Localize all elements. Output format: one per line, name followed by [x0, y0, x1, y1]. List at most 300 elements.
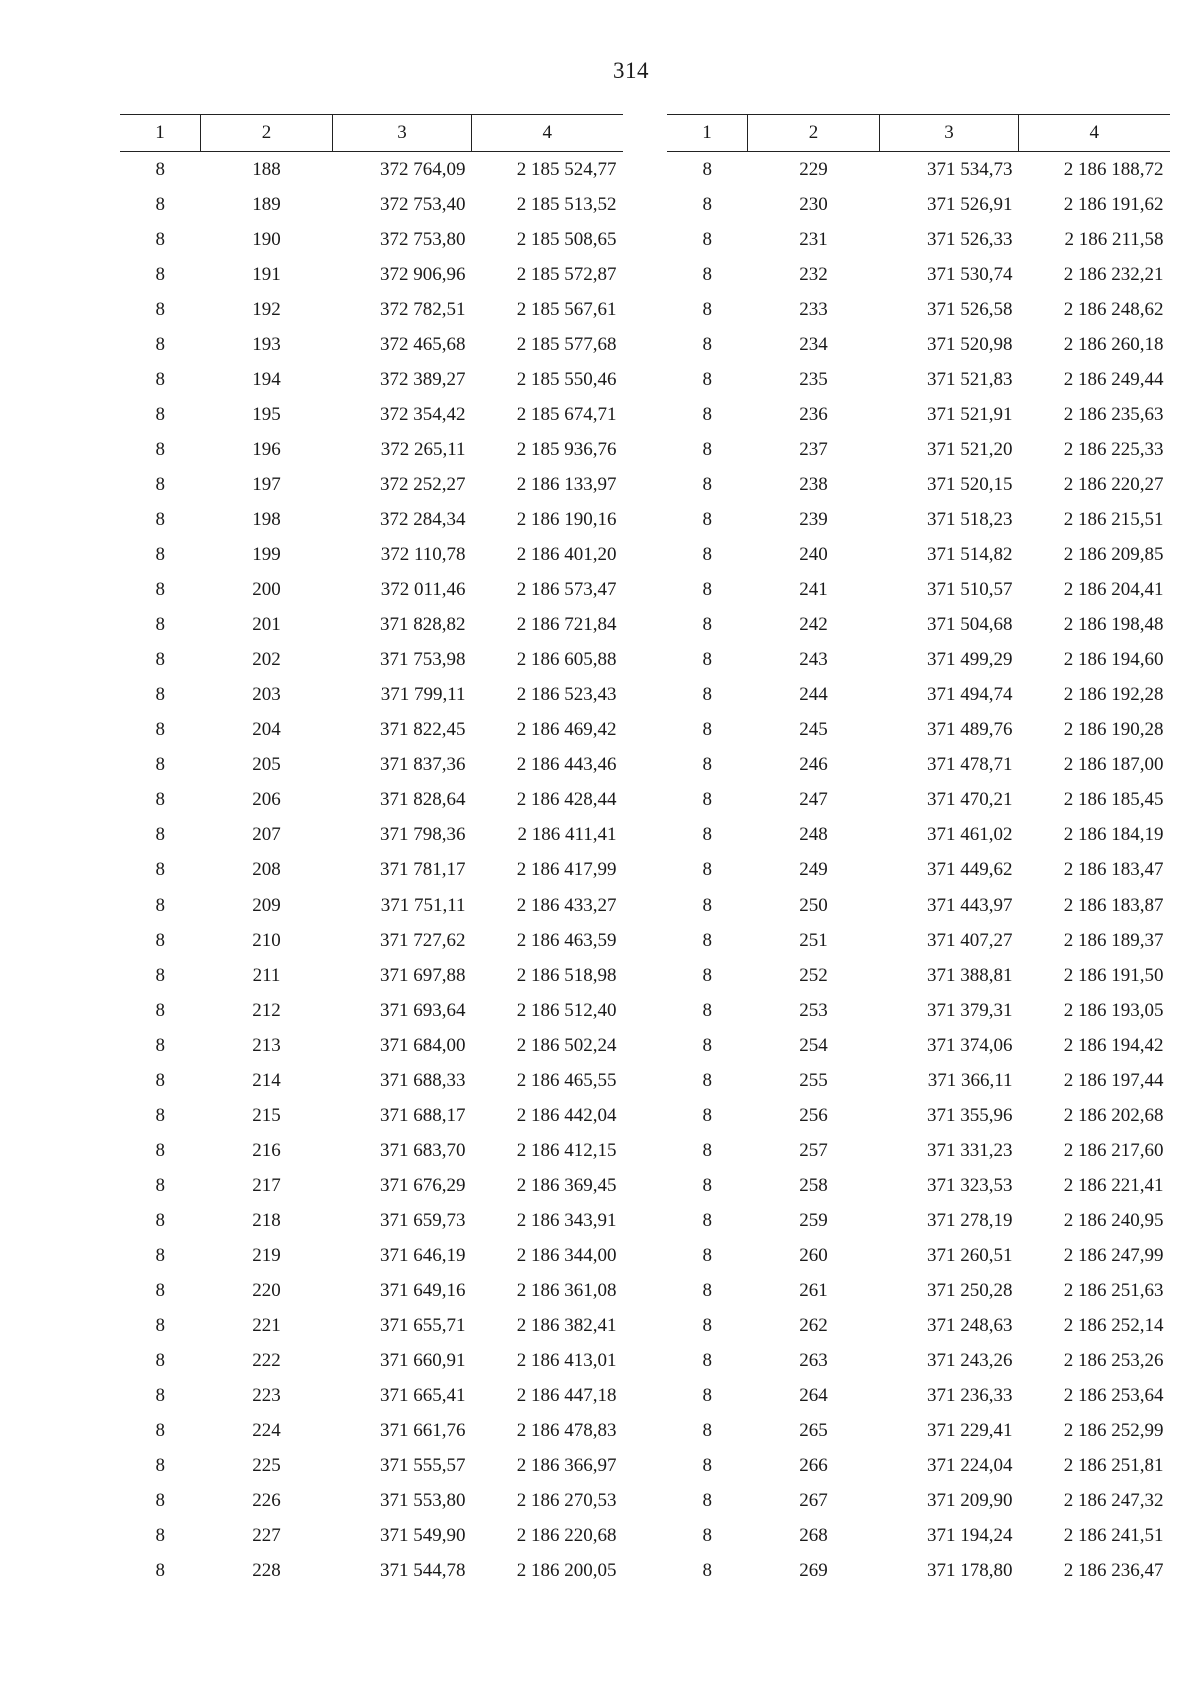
table-row: [667, 678, 1170, 713]
cell-y-coordinate: 2 185 572,87: [516, 263, 617, 285]
cell-x-coordinate: 371 194,24: [927, 1525, 1013, 1547]
cell-point-number: 263: [799, 1350, 828, 1372]
cell-zone: 8: [702, 1315, 712, 1337]
cell-y-coordinate: 2 186 382,41: [516, 1315, 617, 1337]
cell-zone: 8: [702, 1490, 712, 1512]
cell-zone: 8: [702, 1244, 712, 1266]
cell-point-number: 218: [252, 1209, 281, 1231]
cell-x-coordinate: 371 781,17: [380, 859, 466, 881]
cell-y-coordinate: 2 186 411,41: [517, 824, 617, 846]
table-row: [120, 1028, 623, 1063]
cell-point-number: 240: [799, 544, 828, 566]
cell-point-number: 199: [252, 544, 281, 566]
cell-zone: 8: [702, 1174, 712, 1196]
cell-zone: 8: [155, 544, 165, 566]
cell-x-coordinate: 371 727,62: [380, 929, 466, 951]
cell-point-number: 224: [252, 1420, 281, 1442]
cell-y-coordinate: 2 186 369,45: [516, 1174, 617, 1196]
cell-point-number: 230: [799, 193, 828, 215]
cell-x-coordinate: 371 697,88: [380, 964, 466, 986]
cell-y-coordinate: 2 186 241,51: [1063, 1525, 1164, 1547]
table-row: [667, 783, 1170, 818]
cell-y-coordinate: 2 186 183,87: [1063, 894, 1164, 916]
cell-point-number: 197: [252, 473, 281, 495]
cell-y-coordinate: 2 186 361,08: [516, 1280, 617, 1302]
cell-zone: 8: [155, 789, 165, 811]
cell-x-coordinate: 372 465,68: [380, 333, 466, 355]
cell-x-coordinate: 371 366,11: [927, 1069, 1013, 1091]
table-row: [120, 923, 623, 958]
cell-zone: 8: [702, 614, 712, 636]
cell-y-coordinate: 2 186 192,28: [1063, 684, 1164, 706]
cell-y-coordinate: 2 186 197,44: [1063, 1069, 1164, 1091]
cell-y-coordinate: 2 186 194,60: [1063, 649, 1164, 671]
table-row: [120, 958, 623, 993]
cell-zone: 8: [702, 719, 712, 741]
cell-zone: 8: [702, 193, 712, 215]
table-body-left: [120, 152, 623, 1589]
cell-point-number: 219: [252, 1244, 281, 1266]
cell-y-coordinate: 2 186 240,95: [1063, 1209, 1164, 1231]
cell-y-coordinate: 2 186 235,63: [1063, 403, 1164, 425]
table-row: [120, 573, 623, 608]
cell-y-coordinate: 2 186 412,15: [516, 1139, 617, 1161]
table-row: [120, 1309, 623, 1344]
cell-zone: 8: [702, 508, 712, 530]
cell-y-coordinate: 2 186 442,04: [516, 1104, 617, 1126]
table-row: [667, 222, 1170, 257]
cell-point-number: 203: [252, 684, 281, 706]
cell-point-number: 268: [799, 1525, 828, 1547]
cell-y-coordinate: 2 186 443,46: [516, 754, 617, 776]
cell-x-coordinate: 371 676,29: [380, 1174, 466, 1196]
table-header-row: [120, 115, 623, 152]
cell-x-coordinate: 371 504,68: [927, 614, 1013, 636]
cell-point-number: 195: [252, 403, 281, 425]
cell-zone: 8: [702, 579, 712, 601]
cell-y-coordinate: 2 186 502,24: [516, 1034, 617, 1056]
cell-zone: 8: [155, 1244, 165, 1266]
cell-x-coordinate: 371 374,06: [927, 1034, 1013, 1056]
cell-point-number: 266: [799, 1455, 828, 1477]
table-row: [120, 1098, 623, 1133]
cell-y-coordinate: 2 185 524,77: [516, 158, 617, 180]
table-row: [667, 818, 1170, 853]
table-row: [667, 538, 1170, 573]
table-row: [667, 643, 1170, 678]
table-row: [667, 1133, 1170, 1168]
cell-zone: 8: [702, 1350, 712, 1372]
cell-point-number: 206: [252, 789, 281, 811]
cell-y-coordinate: 2 186 202,68: [1063, 1104, 1164, 1126]
cell-zone: 8: [155, 824, 165, 846]
cell-point-number: 227: [252, 1525, 281, 1547]
cell-zone: 8: [702, 1034, 712, 1056]
cell-y-coordinate: 2 186 133,97: [516, 473, 617, 495]
cell-x-coordinate: 372 252,27: [380, 473, 466, 495]
cell-y-coordinate: 2 186 189,37: [1063, 929, 1164, 951]
cell-y-coordinate: 2 186 469,42: [516, 719, 617, 741]
cell-zone: 8: [155, 964, 165, 986]
cell-x-coordinate: 371 278,19: [927, 1209, 1013, 1231]
cell-point-number: 202: [252, 649, 281, 671]
table-row: [667, 432, 1170, 467]
cell-y-coordinate: 2 186 252,99: [1063, 1420, 1164, 1442]
cell-y-coordinate: 2 185 674,71: [516, 403, 617, 425]
table-row: [120, 643, 623, 678]
cell-zone: 8: [702, 649, 712, 671]
cell-point-number: 246: [799, 754, 828, 776]
cell-point-number: 237: [799, 438, 828, 460]
cell-x-coordinate: 371 449,62: [927, 859, 1013, 881]
table-row: [120, 502, 623, 537]
table-row: [667, 152, 1170, 188]
cell-x-coordinate: 372 265,11: [380, 438, 466, 460]
cell-y-coordinate: 2 186 184,19: [1063, 824, 1164, 846]
cell-zone: 8: [155, 579, 165, 601]
cell-zone: 8: [155, 1525, 165, 1547]
cell-y-coordinate: 2 186 343,91: [516, 1209, 617, 1231]
cell-point-number: 245: [799, 719, 828, 741]
cell-x-coordinate: 371 521,83: [927, 368, 1013, 390]
cell-point-number: 235: [799, 368, 828, 390]
cell-y-coordinate: 2 186 253,64: [1063, 1385, 1164, 1407]
cell-x-coordinate: 371 693,64: [380, 999, 466, 1021]
cell-x-coordinate: 371 753,98: [380, 649, 466, 671]
table-row: [667, 1063, 1170, 1098]
cell-zone: 8: [702, 1069, 712, 1091]
cell-y-coordinate: 2 186 344,00: [516, 1244, 617, 1266]
cell-x-coordinate: 371 688,33: [380, 1069, 466, 1091]
cell-x-coordinate: 371 798,36: [380, 824, 466, 846]
cell-point-number: 248: [799, 824, 828, 846]
cell-y-coordinate: 2 185 550,46: [516, 368, 617, 390]
cell-zone: 8: [702, 263, 712, 285]
page-number: 314: [613, 58, 649, 83]
cell-point-number: 241: [799, 579, 828, 601]
cell-zone: 8: [155, 929, 165, 951]
cell-x-coordinate: 371 521,20: [927, 438, 1013, 460]
table-row: [667, 1554, 1170, 1589]
cell-zone: 8: [702, 999, 712, 1021]
cell-y-coordinate: 2 185 513,52: [516, 193, 617, 215]
cell-x-coordinate: 371 518,23: [927, 508, 1013, 530]
cell-y-coordinate: 2 186 187,00: [1063, 754, 1164, 776]
cell-zone: 8: [155, 298, 165, 320]
cell-zone: 8: [155, 1280, 165, 1302]
cell-y-coordinate: 2 186 518,98: [516, 964, 617, 986]
cell-zone: 8: [702, 1104, 712, 1126]
cell-point-number: 207: [252, 824, 281, 846]
cell-y-coordinate: 2 186 251,81: [1063, 1455, 1164, 1477]
table-row: [120, 748, 623, 783]
cell-point-number: 258: [799, 1174, 828, 1196]
cell-zone: 8: [702, 964, 712, 986]
table-row: [667, 1238, 1170, 1273]
cell-point-number: 189: [252, 193, 281, 215]
cell-y-coordinate: 2 186 260,18: [1063, 333, 1164, 355]
table-row: [120, 1414, 623, 1449]
cell-zone: 8: [155, 438, 165, 460]
cell-x-coordinate: 371 209,90: [927, 1490, 1013, 1512]
cell-zone: 8: [702, 929, 712, 951]
cell-x-coordinate: 371 526,58: [927, 298, 1013, 320]
cell-point-number: 257: [799, 1139, 828, 1161]
cell-y-coordinate: 2 186 225,33: [1063, 438, 1164, 460]
cell-zone: 8: [702, 859, 712, 881]
cell-point-number: 262: [799, 1315, 828, 1337]
cell-point-number: 222: [252, 1350, 281, 1372]
table-row: [667, 923, 1170, 958]
table-row: [120, 1484, 623, 1519]
cell-zone: 8: [702, 1209, 712, 1231]
column-header: 2: [748, 115, 880, 152]
cell-point-number: 249: [799, 859, 828, 881]
table-row: [120, 1379, 623, 1414]
table-row: [120, 1238, 623, 1273]
cell-x-coordinate: 372 110,78: [380, 544, 466, 566]
table-row: [120, 538, 623, 573]
cell-y-coordinate: 2 186 253,26: [1063, 1350, 1164, 1372]
cell-x-coordinate: 371 243,26: [927, 1350, 1013, 1372]
cell-point-number: 223: [252, 1385, 281, 1407]
cell-zone: 8: [155, 333, 165, 355]
cell-point-number: 212: [252, 999, 281, 1021]
cell-y-coordinate: 2 186 447,18: [516, 1385, 617, 1407]
cell-x-coordinate: 371 553,80: [380, 1490, 466, 1512]
cell-y-coordinate: 2 186 188,72: [1063, 158, 1164, 180]
cell-x-coordinate: 371 323,53: [927, 1174, 1013, 1196]
table-row: [120, 713, 623, 748]
cell-zone: 8: [702, 894, 712, 916]
cell-x-coordinate: 371 649,16: [380, 1280, 466, 1302]
cell-x-coordinate: 371 514,82: [927, 544, 1013, 566]
cell-point-number: 231: [799, 228, 828, 250]
table-row: [667, 1519, 1170, 1554]
cell-point-number: 200: [252, 579, 281, 601]
cell-zone: 8: [702, 684, 712, 706]
cell-point-number: 221: [252, 1315, 281, 1337]
cell-zone: 8: [155, 1139, 165, 1161]
cell-zone: 8: [702, 544, 712, 566]
cell-point-number: 239: [799, 508, 828, 530]
cell-zone: 8: [702, 789, 712, 811]
cell-zone: 8: [155, 1174, 165, 1196]
cell-point-number: 190: [252, 228, 281, 250]
table-row: [667, 467, 1170, 502]
cell-point-number: 259: [799, 1209, 828, 1231]
cell-x-coordinate: 371 828,64: [380, 789, 466, 811]
cell-y-coordinate: 2 186 217,60: [1063, 1139, 1164, 1161]
cell-point-number: 251: [799, 929, 828, 951]
table-row: [120, 678, 623, 713]
cell-y-coordinate: 2 186 194,42: [1063, 1034, 1164, 1056]
cell-point-number: 220: [252, 1280, 281, 1302]
cell-x-coordinate: 371 646,19: [380, 1244, 466, 1266]
table-row: [120, 397, 623, 432]
cell-point-number: 253: [799, 999, 828, 1021]
table-row: [667, 187, 1170, 222]
cell-zone: 8: [155, 1490, 165, 1512]
cell-point-number: 247: [799, 789, 828, 811]
table-row: [120, 152, 623, 188]
table-row: [667, 888, 1170, 923]
cell-x-coordinate: 371 407,27: [927, 929, 1013, 951]
cell-point-number: 250: [799, 894, 828, 916]
table-row: [667, 1449, 1170, 1484]
cell-y-coordinate: 2 185 508,65: [516, 228, 617, 250]
table-row: [667, 1309, 1170, 1344]
cell-point-number: 210: [252, 929, 281, 951]
cell-zone: 8: [155, 614, 165, 636]
table-row: [120, 1519, 623, 1554]
cell-zone: 8: [702, 1560, 712, 1582]
cell-zone: 8: [155, 1209, 165, 1231]
cell-zone: 8: [155, 158, 165, 180]
table-row: [120, 1554, 623, 1589]
cell-zone: 8: [155, 1350, 165, 1372]
coordinates-table-right: [667, 114, 1170, 1589]
cell-x-coordinate: 371 661,76: [380, 1420, 466, 1442]
cell-x-coordinate: 371 837,36: [380, 754, 466, 776]
cell-x-coordinate: 371 655,71: [380, 1315, 466, 1337]
table-header-row: [667, 115, 1170, 152]
cell-point-number: 269: [799, 1560, 828, 1582]
cell-x-coordinate: 371 549,90: [380, 1525, 466, 1547]
cell-x-coordinate: 372 284,34: [380, 508, 466, 530]
table-row: [120, 608, 623, 643]
cell-x-coordinate: 371 659,73: [380, 1209, 466, 1231]
cell-y-coordinate: 2 186 220,68: [516, 1525, 617, 1547]
cell-point-number: 252: [799, 964, 828, 986]
cell-x-coordinate: 372 782,51: [380, 298, 466, 320]
cell-point-number: 215: [252, 1104, 281, 1126]
cell-x-coordinate: 371 470,21: [927, 789, 1013, 811]
table-row: [667, 292, 1170, 327]
table-row: [120, 818, 623, 853]
table-row: [667, 1203, 1170, 1238]
cell-x-coordinate: 371 799,11: [380, 684, 466, 706]
cell-point-number: 265: [799, 1420, 828, 1442]
table-row: [120, 292, 623, 327]
cell-point-number: 213: [252, 1034, 281, 1056]
table-row: [667, 397, 1170, 432]
cell-y-coordinate: 2 186 193,05: [1063, 999, 1164, 1021]
cell-x-coordinate: 371 520,98: [927, 333, 1013, 355]
cell-point-number: 225: [252, 1455, 281, 1477]
cell-zone: 8: [155, 1315, 165, 1337]
cell-y-coordinate: 2 186 191,62: [1063, 193, 1164, 215]
cell-x-coordinate: 371 478,71: [927, 754, 1013, 776]
cell-y-coordinate: 2 186 366,97: [516, 1455, 617, 1477]
cell-y-coordinate: 2 186 220,27: [1063, 473, 1164, 495]
cell-y-coordinate: 2 186 523,43: [516, 684, 617, 706]
cell-y-coordinate: 2 186 248,62: [1063, 298, 1164, 320]
column-header: 3: [333, 115, 472, 152]
table-row: [120, 1168, 623, 1203]
cell-point-number: 194: [252, 368, 281, 390]
cell-y-coordinate: 2 186 211,58: [1064, 228, 1164, 250]
cell-y-coordinate: 2 186 417,99: [516, 859, 617, 881]
table-row: [667, 1484, 1170, 1519]
cell-zone: 8: [702, 403, 712, 425]
cell-y-coordinate: 2 186 463,59: [516, 929, 617, 951]
cell-zone: 8: [155, 684, 165, 706]
cell-y-coordinate: 2 186 478,83: [516, 1420, 617, 1442]
cell-zone: 8: [155, 999, 165, 1021]
table-row: [667, 1274, 1170, 1309]
cell-point-number: 209: [252, 894, 281, 916]
cell-y-coordinate: 2 186 183,47: [1063, 859, 1164, 881]
column-header: 4: [472, 115, 623, 152]
table-row: [667, 327, 1170, 362]
cell-point-number: 256: [799, 1104, 828, 1126]
cell-y-coordinate: 2 186 204,41: [1063, 579, 1164, 601]
cell-point-number: 229: [799, 158, 828, 180]
cell-x-coordinate: 372 753,80: [380, 228, 466, 250]
table-row: [120, 467, 623, 502]
cell-point-number: 255: [799, 1069, 828, 1091]
cell-zone: 8: [155, 1385, 165, 1407]
cell-x-coordinate: 371 379,31: [927, 999, 1013, 1021]
cell-point-number: 216: [252, 1139, 281, 1161]
cell-x-coordinate: 371 544,78: [380, 1560, 466, 1582]
cell-x-coordinate: 371 534,73: [927, 158, 1013, 180]
cell-point-number: 232: [799, 263, 828, 285]
cell-zone: 8: [155, 649, 165, 671]
table-row: [667, 1379, 1170, 1414]
cell-x-coordinate: 372 389,27: [380, 368, 466, 390]
cell-zone: 8: [702, 158, 712, 180]
table-row: [120, 1063, 623, 1098]
cell-zone: 8: [155, 1420, 165, 1442]
cell-zone: 8: [155, 228, 165, 250]
cell-y-coordinate: 2 186 251,63: [1063, 1280, 1164, 1302]
cell-y-coordinate: 2 186 215,51: [1063, 508, 1164, 530]
cell-point-number: 193: [252, 333, 281, 355]
table-row: [667, 1028, 1170, 1063]
cell-x-coordinate: 371 684,00: [380, 1034, 466, 1056]
cell-point-number: 238: [799, 473, 828, 495]
table-row: [667, 713, 1170, 748]
column-header: 4: [1019, 115, 1170, 152]
cell-zone: 8: [155, 508, 165, 530]
cell-x-coordinate: 371 828,82: [380, 614, 466, 636]
cell-x-coordinate: 371 260,51: [927, 1244, 1013, 1266]
cell-zone: 8: [702, 1280, 712, 1302]
cell-point-number: 201: [252, 614, 281, 636]
cell-zone: 8: [155, 1034, 165, 1056]
cell-x-coordinate: 371 822,45: [380, 719, 466, 741]
table-row: [120, 222, 623, 257]
cell-point-number: 244: [799, 684, 828, 706]
table-row: [120, 1344, 623, 1379]
cell-point-number: 254: [799, 1034, 828, 1056]
cell-point-number: 236: [799, 403, 828, 425]
cell-x-coordinate: 371 526,33: [927, 228, 1013, 250]
table-row: [667, 573, 1170, 608]
cell-y-coordinate: 2 186 413,01: [516, 1350, 617, 1372]
table-row: [667, 993, 1170, 1028]
cell-zone: 8: [155, 1560, 165, 1582]
cell-y-coordinate: 2 186 721,84: [516, 614, 617, 636]
cell-x-coordinate: 371 178,80: [927, 1560, 1013, 1582]
cell-zone: 8: [702, 1385, 712, 1407]
cell-y-coordinate: 2 185 577,68: [516, 333, 617, 355]
cell-zone: 8: [155, 368, 165, 390]
table-row: [667, 853, 1170, 888]
cell-x-coordinate: 371 489,76: [927, 719, 1013, 741]
